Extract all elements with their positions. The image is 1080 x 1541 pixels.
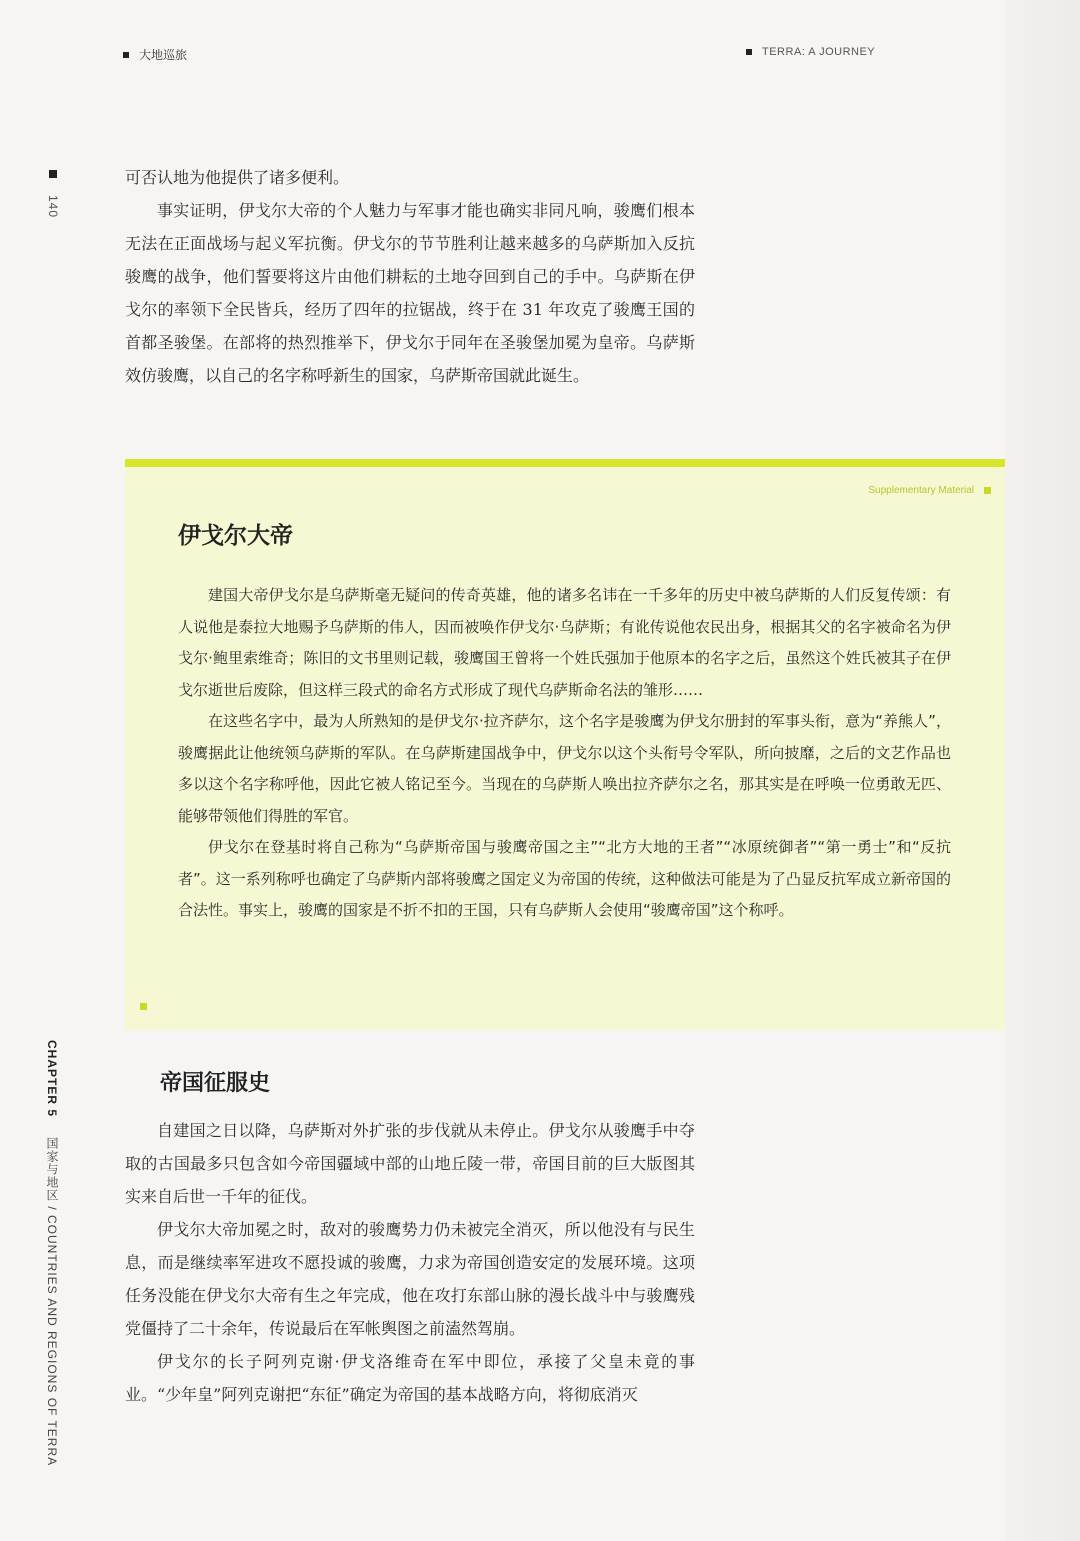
paragraph: 建国大帝伊戈尔是乌萨斯毫无疑问的传奇英雄，他的诸多名讳在一千多年的历史中被乌萨斯的人们反复传颂：有人说他是泰拉大地赐予乌萨斯的伟人，因而被唤作伊戈尔·乌萨斯；有讹传说他农民出身，根据其父的名字被命名为伊戈尔·鲍里索维奇；陈旧的文书里则记载，骏鹰国王曾将一个姓氏强加于他原本的名字之后，虽然这个姓氏被其子在伊戈尔逝世后废除，但这样三段式的命名方式形成了现代乌萨斯命名法的雏形…… <box>178 586 951 699</box>
supplementary-box <box>125 459 1005 1030</box>
page-number: 140 <box>46 195 60 219</box>
paragraph: 可否认地为他提供了诸多便利。 <box>125 168 350 187</box>
supplementary-title: 伊戈尔大帝 <box>178 522 293 549</box>
intro-text <box>125 161 695 392</box>
facing-page-edge <box>1005 0 1080 1541</box>
supplementary-label-text: Supplementary Material <box>868 485 974 496</box>
supplementary-label <box>868 485 991 496</box>
paragraph: 事实证明，伊戈尔大帝的个人魅力与军事才能也确实非同凡响，骏鹰们根本无法在正面战场与起义军抗衡。伊戈尔的节节胜利让越来越多的乌萨斯加入反抗骏鹰的战争，他们誓要将这片由他们耕耘的土地夺回到自己的手中。乌萨斯在伊戈尔的率领下全民皆兵，经历了四年的拉锯战，终于在 31 年攻克了骏鹰王国的首都圣骏堡。在部将的热烈推举下，伊戈尔于同年在圣骏堡加冕为皇帝。乌萨斯效仿骏鹰，以自己的名字称呼新生的国家，乌萨斯帝国就此诞生。 <box>125 201 695 385</box>
section-title: 帝国征服史 <box>160 1070 271 1096</box>
chapter-sidebar <box>44 1040 61 1467</box>
chapter-subtitle: 国家与地区 / COUNTRIES AND REGIONS OF TERRA <box>45 1137 59 1467</box>
label-square-icon <box>984 487 991 494</box>
header-right-title: TERRA: A JOURNEY <box>762 46 876 58</box>
paragraph: 伊戈尔在登基时将自己称为“乌萨斯帝国与骏鹰帝国之主”“北方大地的王者”“冰原统御者”“第一勇士”和“反抗者”。这一系列称呼也确定了乌萨斯内部将骏鹰之国定义为帝国的传统，这种做法可能是为了凸显反抗军成立新帝国的合法性。事实上，骏鹰的国家是不折不扣的王国，只有乌萨斯人会使用“骏鹰帝国”这个称呼。 <box>178 838 951 919</box>
page-marker-square-icon <box>49 170 57 178</box>
paragraph: 在这些名字中，最为人所熟知的是伊戈尔·拉齐萨尔，这个名字是骏鹰为伊戈尔册封的军事头衔，意为“养熊人”，骏鹰据此让他统领乌萨斯的军队。在乌萨斯建国战争中，伊戈尔以这个头衔号令军队，所向披靡，之后的文艺作品也多以这个名字称呼他，因此它被人铭记至今。当现在的乌萨斯人唤出拉齐萨尔之名，那其实是在呼唤一位勇敢无匹、能够带领他们得胜的军官。 <box>178 712 951 825</box>
paragraph: 伊戈尔的长子阿列克谢·伊戈洛维奇在军中即位，承接了父皇未竟的事业。“少年皇”阿列克谢把“东征”确定为帝国的基本战略方向，将彻底消灭 <box>125 1352 695 1404</box>
section-text <box>125 1114 695 1411</box>
header-square-icon <box>746 49 752 55</box>
running-header-right <box>746 46 875 58</box>
supplementary-text <box>178 580 951 927</box>
running-header-left <box>123 46 187 63</box>
paragraph: 自建国之日以降，乌萨斯对外扩张的步伐就从未停止。伊戈尔从骏鹰手中夺取的古国最多只包含如今帝国疆域中部的山地丘陵一带，帝国目前的巨大版图其实来自后世一千年的征伐。 <box>125 1121 695 1206</box>
header-square-icon <box>123 52 129 58</box>
box-end-square-icon <box>140 1003 147 1010</box>
header-left-title: 大地巡旅 <box>139 48 188 62</box>
chapter-label: CHAPTER 5 <box>45 1040 59 1118</box>
paragraph: 伊戈尔大帝加冕之时，敌对的骏鹰势力仍未被完全消灭，所以他没有与民生息，而是继续率军进攻不愿投诚的骏鹰，力求为帝国创造安定的发展环境。这项任务没能在伊戈尔大帝有生之年完成，他在攻打东部山脉的漫长战斗中与骏鹰残党僵持了二十余年，传说最后在军帐舆图之前溘然驾崩。 <box>125 1220 695 1338</box>
